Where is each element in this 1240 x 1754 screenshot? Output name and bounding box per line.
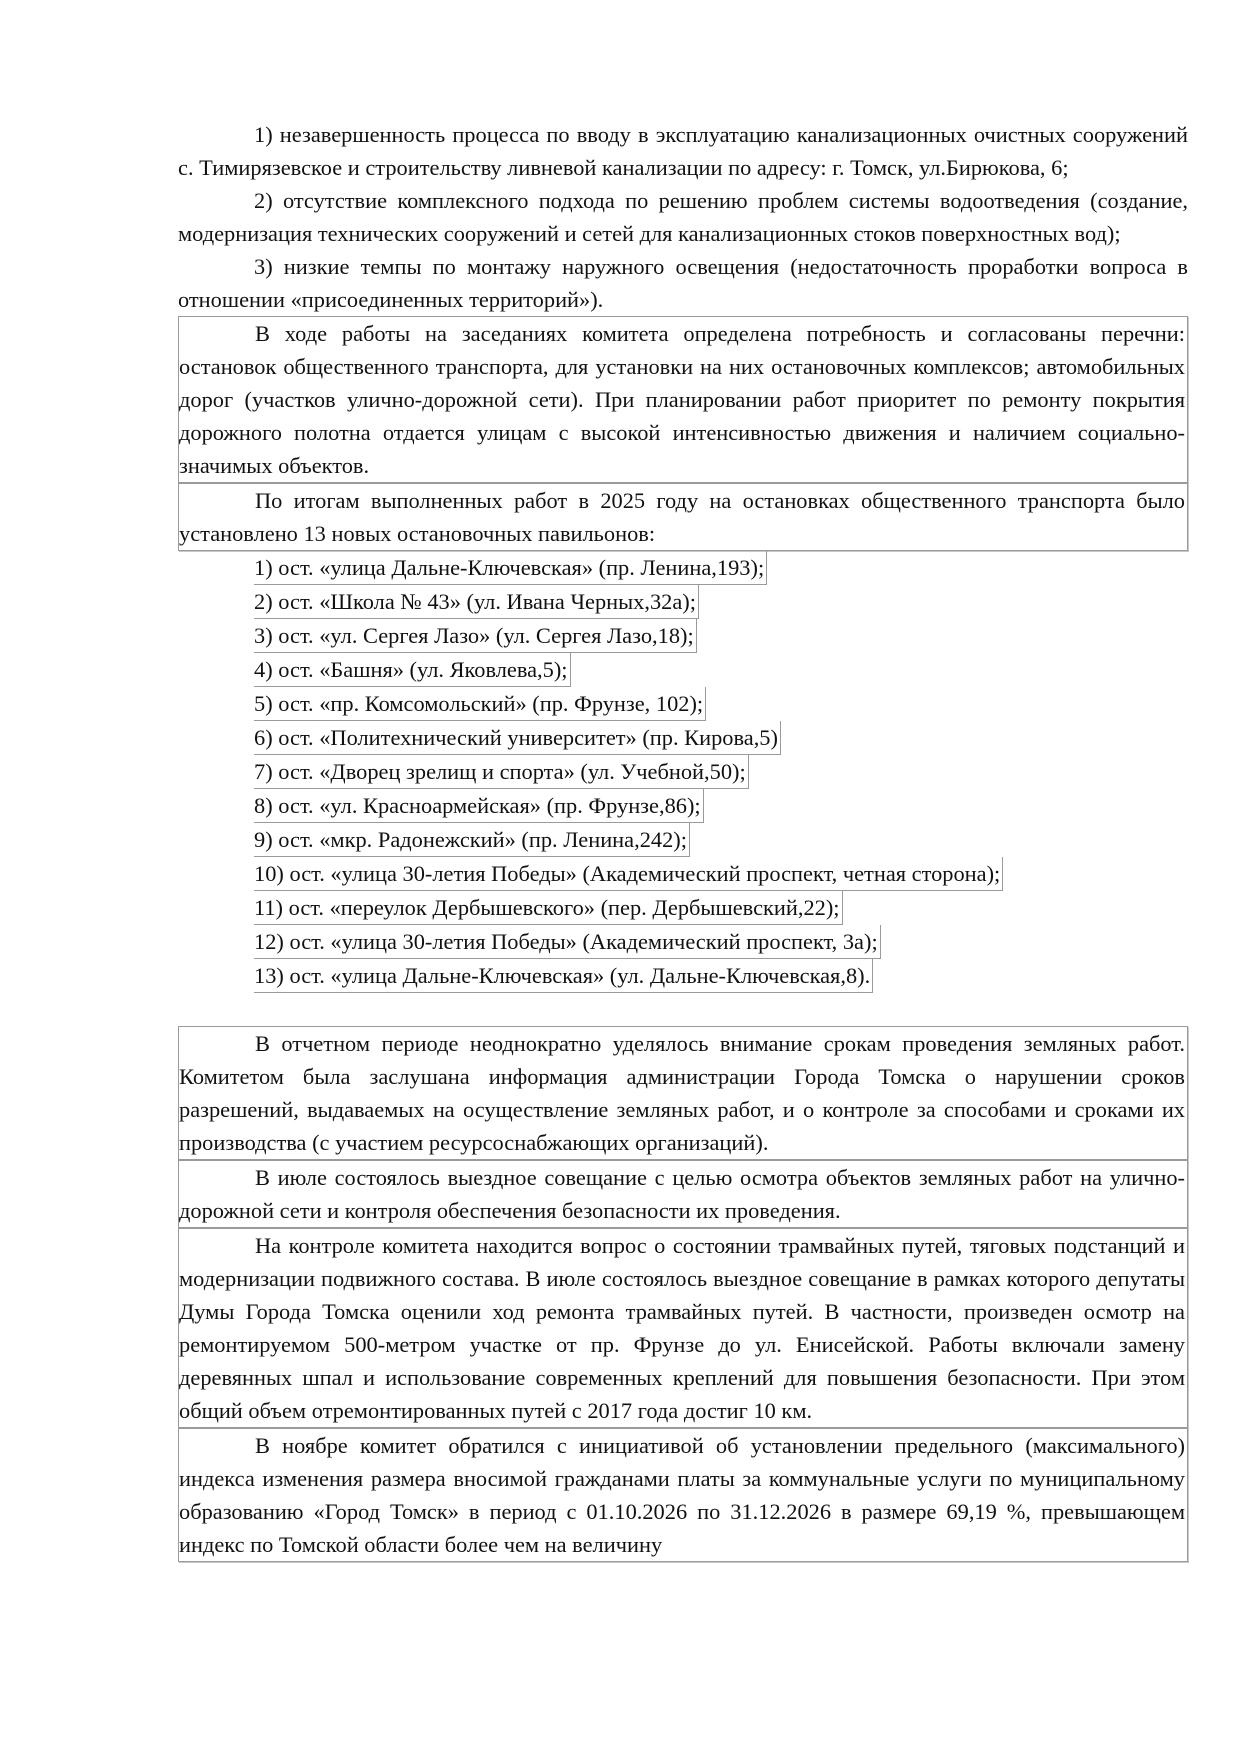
list-item: 3) ост. «ул. Сергея Лазо» (ул. Сергея Лазо,18); (254, 619, 697, 653)
earthworks-paragraph: В отчетном периоде неоднократно уделялось внимание срокам проведения земляных работ. Комитетом была заслушана информация администрации Города Томска о нарушении сроков разрешений, выдаваемых на осуществление земляных работ, и о контроле за способами и сроками их производства (с участием ресурсоснабжающих организаций). (178, 1026, 1188, 1160)
results-paragraph: По итогам выполненных работ в 2025 году на остановках общественного транспорта было установлено 13 новых остановочных павильонов: (178, 483, 1188, 551)
list-item: 1) ост. «улица Дальне-Ключевская» (пр. Ленина,193); (254, 551, 767, 585)
list-item: 10) ост. «улица 30-летия Победы» (Академический проспект, четная сторона); (254, 857, 1003, 891)
list-item: 5) ост. «пр. Комсомольский» (пр. Фрунзе, 102); (254, 687, 706, 721)
bus-stops-list (178, 551, 1188, 993)
list-item: 2) ост. «Школа № 43» (ул. Ивана Черных,32а); (254, 585, 699, 619)
list-item: 12) ост. «улица 30-летия Победы» (Академический проспект, 3а); (254, 925, 881, 959)
list-item: 7) ост. «Дворец зрелищ и спорта» (ул. Учебной,50); (254, 755, 749, 789)
list-item: 6) ост. «Политехнический университет» (пр. Кирова,5) (254, 721, 781, 755)
list-item: 13) ост. «улица Дальне-Ключевская» (ул. Дальне-Ключевская,8). (254, 959, 873, 993)
list-item: 8) ост. «ул. Красноармейская» (пр. Фрунзе,86); (254, 789, 704, 823)
problem-item-3: 3) низкие темпы по монтажу наружного освещения (недостаточность проработки вопроса в отношении «присоединенных территорий»). (178, 254, 1188, 312)
problem-item-1: 1) незавершенность процесса по вводу в эксплуатацию канализационных очистных сооружений с. Тимирязевское и строительству ливневой канализации по адресу: г. Томск, ул.Бирюкова, 6; (178, 122, 1188, 180)
november-paragraph: В ноябре комитет обратился с инициативой об установлении предельного (максимального) индекса изменения размера вносимой гражданами платы за коммунальные услуги по муниципальному образованию «Город Томск» в период с 01.10.2026 по 31.12.2026 в размере 69,19 %, превышающем индекс по Томской области более чем на величину (178, 1428, 1188, 1562)
list-item: 4) ост. «Башня» (ул. Яковлева,5); (254, 653, 571, 687)
blank-line (178, 993, 1188, 1026)
tram-paragraph: На контроле комитета находится вопрос о состоянии трамвайных путей, тяговых подстанций и модернизации подвижного состава. В июле состоялось выездное совещание в рамках которого депутаты Думы Города Томска оценили ход ремонта трамвайных путей. В частности, произведен осмотр на ремонтируемом 500-метром участке от пр. Фрунзе до ул. Енисейской. Работы включали замену деревянных шпал и использование современных креплений для повышения безопасности. При этом общий объем отремонтированных путей с 2017 года достиг 10 км. (178, 1228, 1188, 1428)
july-meeting-paragraph: В июле состоялось выездное совещание с целью осмотра объектов земляных работ на улично-дорожной сети и контроля обеспечения безопасности их проведения. (178, 1160, 1188, 1228)
list-item: 11) ост. «переулок Дербышевского» (пер. Дербышевский,22); (254, 891, 843, 925)
committee-paragraph: В ходе работы на заседаниях комитета определена потребность и согласованы перечни: остановок общественного транспорта, для установки на них остановочных комплексов; автомобильных дорог (участков улично-дорожной сети). При планировании работ приоритет по ремонту покрытия дорожного полотна отдается улицам с высокой интенсивностью движения и наличием социально-значимых объектов. (178, 316, 1188, 483)
problem-item-2: 2) отсутствие комплексного подхода по решению проблем системы водоотведения (создание, модернизация технических сооружений и сетей для канализационных стоков поверхностных вод); (178, 188, 1188, 246)
document-page (178, 118, 1188, 1562)
list-item: 9) ост. «мкр. Радонежский» (пр. Ленина,242); (254, 823, 690, 857)
